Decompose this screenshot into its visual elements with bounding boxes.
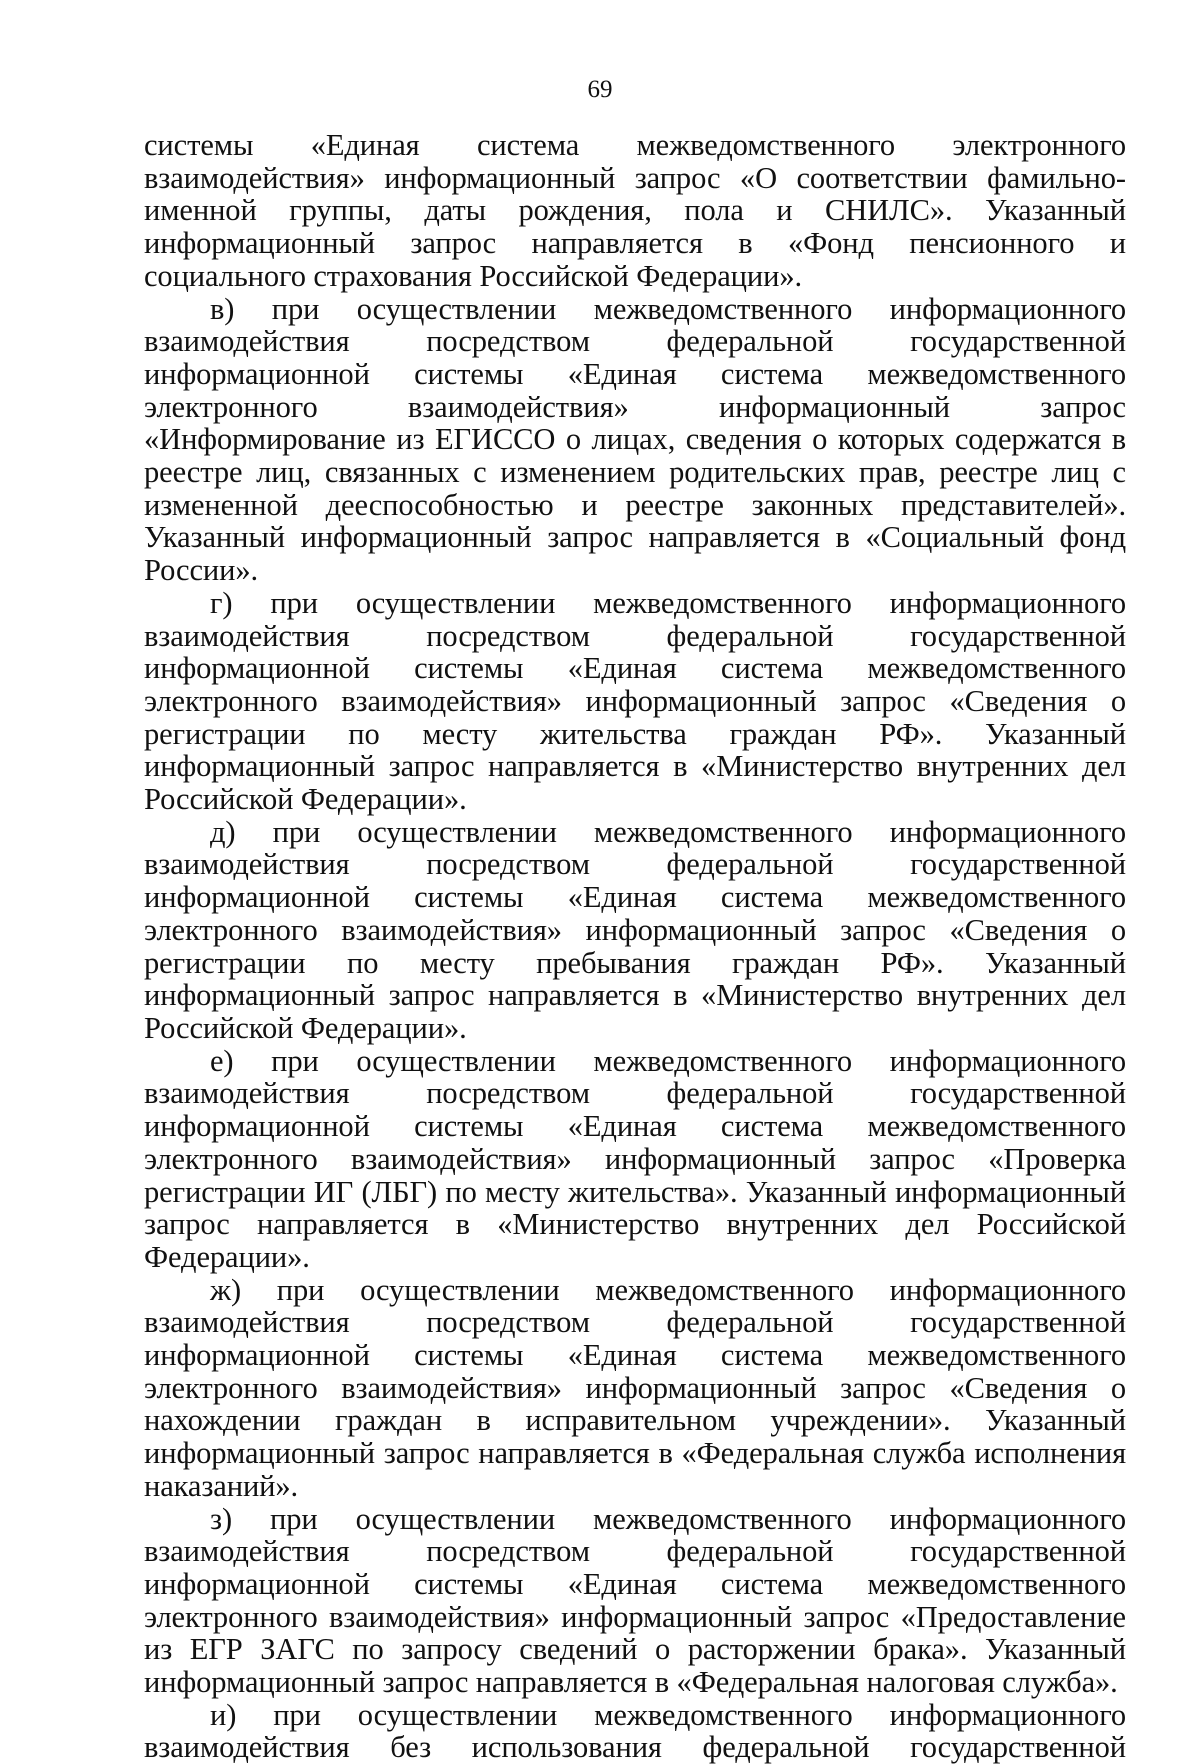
paragraph-item-z: з) при осуществлении межведомственного информационного взаимодействия посредством федеральной государственной информационной системы «Единая система межведомственного электронного взаимодействия» информационный запрос «Предоставление из ЕГР ЗАГС по запросу сведений о расторжении брака». Указанный информационный запрос направляется в «Федеральная налоговая служба».	[144, 1501, 1126, 1700]
paragraph-item-v: в) при осуществлении межведомственного информационного взаимодействия посредством федеральной государственной информационной системы «Единая система межведомственного электронного взаимодействия» информационный запрос «Информирование из ЕГИССО о лицах, сведения о которых содержатся в реестре лиц, связанных с изменением родительских прав, реестре лиц с измененной дееспособностью и реестре законных представителей». Указанный информационный запрос направляется в «Социальный фонд России».	[144, 291, 1126, 588]
document-body	[144, 129, 1126, 1764]
paragraph-item-i: и) при осуществлении межведомственного информационного взаимодействия без использования федеральной государственной	[144, 1697, 1126, 1764]
paragraph-item-g: г) при осуществлении межведомственного информационного взаимодействия посредством федеральной государственной информационной системы «Единая система межведомственного электронного взаимодействия» информационный запрос «Сведения о регистрации по месту жительства граждан РФ». Указанный информационный запрос направляется в «Министерство внутренних дел Российской Федерации».	[144, 585, 1126, 817]
paragraph-item-e: е) при осуществлении межведомственного информационного взаимодействия посредством федеральной государственной информационной системы «Единая система межведомственного электронного взаимодействия» информационный запрос «Проверка регистрации ИГ (ЛБГ) по месту жительства». Указанный информационный запрос направляется в «Министерство внутренних дел Российской Федерации».	[144, 1043, 1126, 1274]
paragraph-item-zh: ж) при осуществлении межведомственного информационного взаимодействия посредством федеральной государственной информационной системы «Единая система межведомственного электронного взаимодействия» информационный запрос «Сведения о нахождении граждан в исправительном учреждении». Указанный информационный запрос направляется в «Федеральная служба исполнения наказаний».	[144, 1272, 1126, 1503]
page-number: 69	[587, 76, 613, 103]
paragraph-continuation: системы «Единая система межведомственного электронного взаимодействия» информационный запрос «О соответствии фамильно-именной группы, даты рождения, пола и СНИЛС». Указанный информационный запрос направляется в «Фонд пенсионного и социального страхования Российской Федерации».	[144, 128, 1126, 293]
paragraph-item-d: д) при осуществлении межведомственного информационного взаимодействия посредством федеральной государственной информационной системы «Единая система межведомственного электронного взаимодействия» информационный запрос «Сведения о регистрации по месту пребывания граждан РФ». Указанный информационный запрос направляется в «Министерство внутренних дел Российской Федерации».	[144, 814, 1126, 1045]
